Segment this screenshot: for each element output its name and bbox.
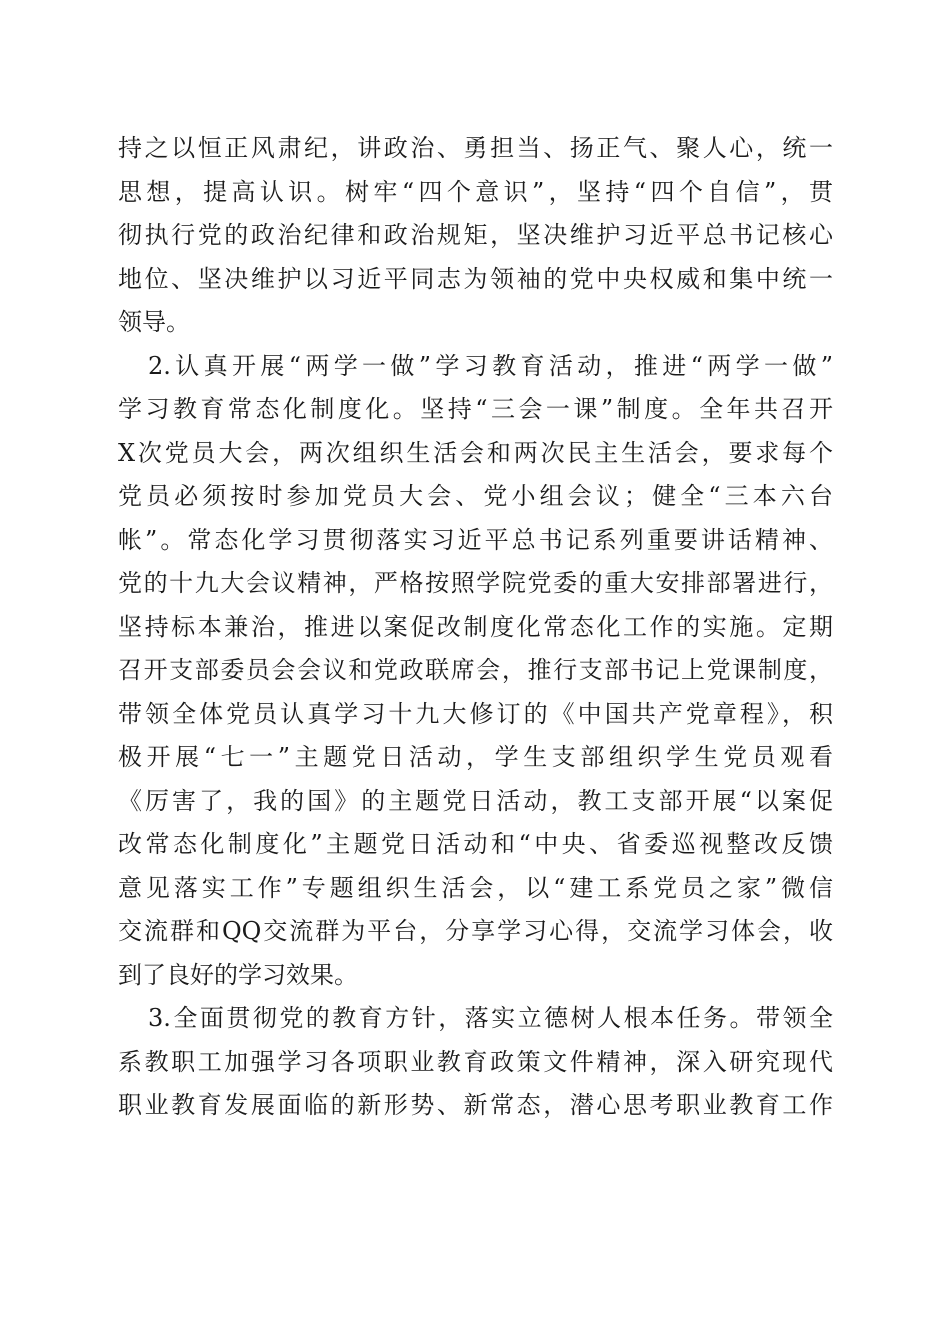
paragraph-line: 交流群和QQ交流群为平台，分享学习心得，交流学习体会，收 (118, 917, 833, 945)
paragraph-line: 地位、坚决维护以习近平同志为领袖的党中央权威和集中统一 (118, 264, 833, 293)
paragraph-line: 职业教育发展面临的新形势、新常态，潜心思考职业教育工作 (118, 1091, 833, 1119)
paragraph-line: 帐”。常态化学习贯彻落实习近平总书记系列重要讲话精神、 (118, 525, 833, 554)
paragraph-line: 带领全体党员认真学习十九大修订的《中国共产党章程》，积 (118, 699, 833, 728)
paragraph-line: 学习教育常态化制度化。坚持“三会一课”制度。全年共召开 (118, 395, 833, 423)
paragraph-line: 《厉害了，我的国》的主题党日活动，教工支部开展“以案促 (118, 786, 833, 815)
paragraph-line: 党的十九大会议精神，严格按照学院党委的重大安排部署进行， (118, 569, 833, 597)
paragraph-line: X次党员大会，两次组织生活会和两次民主生活会，要求每个 (118, 438, 833, 467)
paragraph-line: 极开展“七一”主题党日活动，学生支部组织学生党员观看 (118, 743, 833, 771)
paragraph-line: 系教职工加强学习各项职业教育政策文件精神，深入研究现代 (118, 1047, 833, 1076)
paragraph-line: 3.全面贯彻党的教育方针，落实立德树人根本任务。带领全 (148, 1004, 833, 1032)
paragraph-line: 2.认真开展“两学一做”学习教育活动，推进“两学一做” (148, 351, 833, 380)
paragraph-line: 彻执行党的政治纪律和政治规矩，坚决维护习近平总书记核心 (118, 221, 833, 249)
paragraph-1 (118, 127, 833, 345)
paragraph-line: 改常态化制度化”主题党日活动和“中央、省委巡视整改反馈 (118, 830, 833, 858)
paragraph-3 (118, 997, 833, 1128)
paragraph-line: 坚持标本兼治，推进以案促改制度化常态化工作的实施。定期 (118, 612, 833, 641)
paragraph-line: 持之以恒正风肃纪，讲政治、勇担当、扬正气、聚人心，统一 (118, 134, 833, 162)
document-body (118, 127, 833, 1128)
paragraph-line: 到了良好的学习效果。 (118, 960, 358, 989)
paragraph-line: 党员必须按时参加党员大会、党小组会议；健全“三本六台 (118, 482, 833, 510)
paragraph-line: 召开支部委员会会议和党政联席会，推行支部书记上党课制度， (118, 656, 833, 684)
paragraph-line: 意见落实工作”专题组织生活会，以“建工系党员之家”微信 (118, 873, 833, 902)
paragraph-2 (118, 345, 833, 998)
paragraph-line: 领导。 (118, 308, 190, 336)
paragraph-line: 思想，提高认识。树牢“四个意识”，坚持“四个自信”，贯 (118, 177, 833, 206)
